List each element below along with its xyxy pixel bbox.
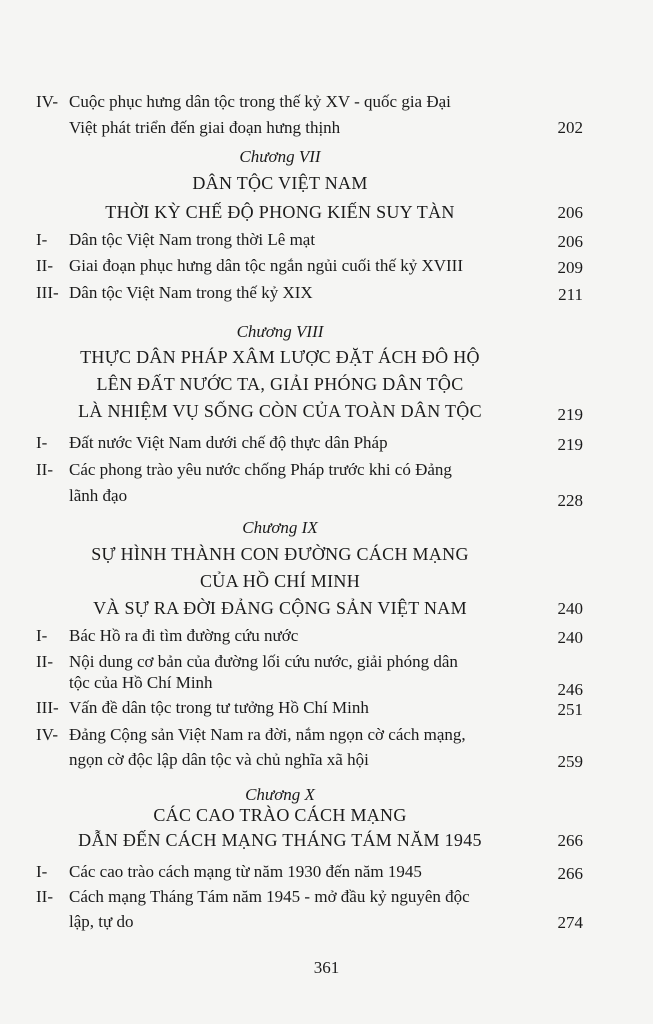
chapter-label: Chương VII bbox=[239, 147, 321, 166]
toc-item-page: 274 bbox=[557, 913, 583, 932]
toc-item-text: Dân tộc Việt Nam trong thế kỷ XIX bbox=[69, 283, 313, 302]
toc-item-roman: I- bbox=[36, 230, 48, 249]
toc-item-page: 240 bbox=[557, 599, 583, 618]
toc-item-text: Giai đoạn phục hưng dân tộc ngắn ngủi cuối thế kỷ XVIII bbox=[69, 256, 463, 275]
toc-item-roman: IV- bbox=[36, 92, 59, 111]
chapter-title: THỜI KỲ CHẾ ĐỘ PHONG KIẾN SUY TÀN bbox=[105, 202, 455, 222]
chapter-title: THỰC DÂN PHÁP XÂM LƯỢC ĐẶT ÁCH ĐÔ HỘ bbox=[80, 347, 480, 367]
toc-item-text: lập, tự do bbox=[69, 912, 134, 931]
toc-item-page: 228 bbox=[557, 491, 583, 510]
chapter-title: SỰ HÌNH THÀNH CON ĐƯỜNG CÁCH MẠNG bbox=[91, 544, 469, 564]
toc-item-roman: II- bbox=[36, 256, 53, 275]
toc-item-page: 209 bbox=[557, 258, 583, 277]
toc-item-roman: I- bbox=[36, 626, 48, 645]
toc-item-text: lãnh đạo bbox=[69, 486, 128, 505]
chapter-label: Chương IX bbox=[242, 518, 318, 537]
toc-item-text: Việt phát triển đến giai đoạn hưng thịnh bbox=[69, 118, 341, 137]
chapter-label: Chương X bbox=[245, 785, 315, 804]
page-number: 361 bbox=[313, 958, 340, 977]
toc-item-text: Các cao trào cách mạng từ năm 1930 đến năm 1945 bbox=[69, 862, 422, 881]
toc-item-text: Cuộc phục hưng dân tộc trong thế kỷ XV - quốc gia Đại bbox=[69, 92, 451, 111]
toc-item-text: Các phong trào yêu nước chống Pháp trước khi có Đảng bbox=[69, 460, 452, 479]
toc-item-text: Nội dung cơ bản của đường lối cứu nước, giải phóng dân bbox=[69, 652, 458, 671]
toc-item-text: Vấn đề dân tộc trong tư tưởng Hồ Chí Minh bbox=[69, 698, 369, 717]
toc-item-roman: I- bbox=[36, 433, 48, 452]
toc-item-text: Dân tộc Việt Nam trong thời Lê mạt bbox=[69, 230, 316, 249]
toc-item-page: 211 bbox=[558, 285, 583, 304]
chapter-title: CÁC CAO TRÀO CÁCH MẠNG bbox=[153, 805, 407, 825]
toc-item-roman: II- bbox=[36, 460, 53, 479]
chapter-title: VÀ SỰ RA ĐỜI ĐẢNG CỘNG SẢN VIỆT NAM bbox=[93, 598, 467, 618]
toc-item-page: 219 bbox=[557, 405, 583, 424]
toc-item-page: 206 bbox=[557, 232, 583, 251]
toc-item-page: 202 bbox=[557, 118, 583, 137]
toc-item-text: Cách mạng Tháng Tám năm 1945 - mở đầu kỷ nguyên độc bbox=[69, 887, 470, 906]
toc-item-roman: I- bbox=[36, 862, 48, 881]
toc-item-text: Đảng Cộng sản Việt Nam ra đời, nắm ngọn cờ cách mạng, bbox=[69, 725, 466, 744]
chapter-label: Chương VIII bbox=[236, 322, 324, 341]
toc-item-roman: II- bbox=[36, 887, 53, 906]
toc-item-page: 266 bbox=[557, 831, 583, 850]
chapter-title: DẪN ĐẾN CÁCH MẠNG THÁNG TÁM NĂM 1945 bbox=[78, 830, 482, 850]
toc-item-page: 259 bbox=[557, 752, 583, 771]
toc-item-page: 246 bbox=[557, 680, 583, 699]
toc-item-page: 240 bbox=[557, 628, 583, 647]
toc-item-page: 219 bbox=[557, 435, 583, 454]
toc-item-text: Đất nước Việt Nam dưới chế độ thực dân Pháp bbox=[69, 433, 388, 452]
toc-item-page: 266 bbox=[557, 864, 583, 883]
chapter-title: LÀ NHIỆM VỤ SỐNG CÒN CỦA TOÀN DÂN TỘC bbox=[78, 401, 482, 421]
toc-item-roman: III- bbox=[36, 283, 59, 302]
toc-item-roman: IV- bbox=[36, 725, 59, 744]
toc-item-text: ngọn cờ độc lập dân tộc và chủ nghĩa xã hội bbox=[69, 750, 369, 769]
toc-item-text: tộc của Hồ Chí Minh bbox=[69, 673, 213, 692]
toc-item-page: 251 bbox=[557, 700, 583, 719]
toc-item-roman: II- bbox=[36, 652, 53, 671]
chapter-title: CỦA HỒ CHÍ MINH bbox=[199, 571, 360, 591]
toc-item-page: 206 bbox=[557, 203, 583, 222]
toc-item-text: Bác Hồ ra đi tìm đường cứu nước bbox=[69, 626, 299, 645]
toc-item-roman: III- bbox=[36, 698, 59, 717]
chapter-title: DÂN TỘC VIỆT NAM bbox=[192, 173, 368, 193]
chapter-title: LÊN ĐẤT NƯỚC TA, GIẢI PHÓNG DÂN TỘC bbox=[96, 374, 464, 394]
